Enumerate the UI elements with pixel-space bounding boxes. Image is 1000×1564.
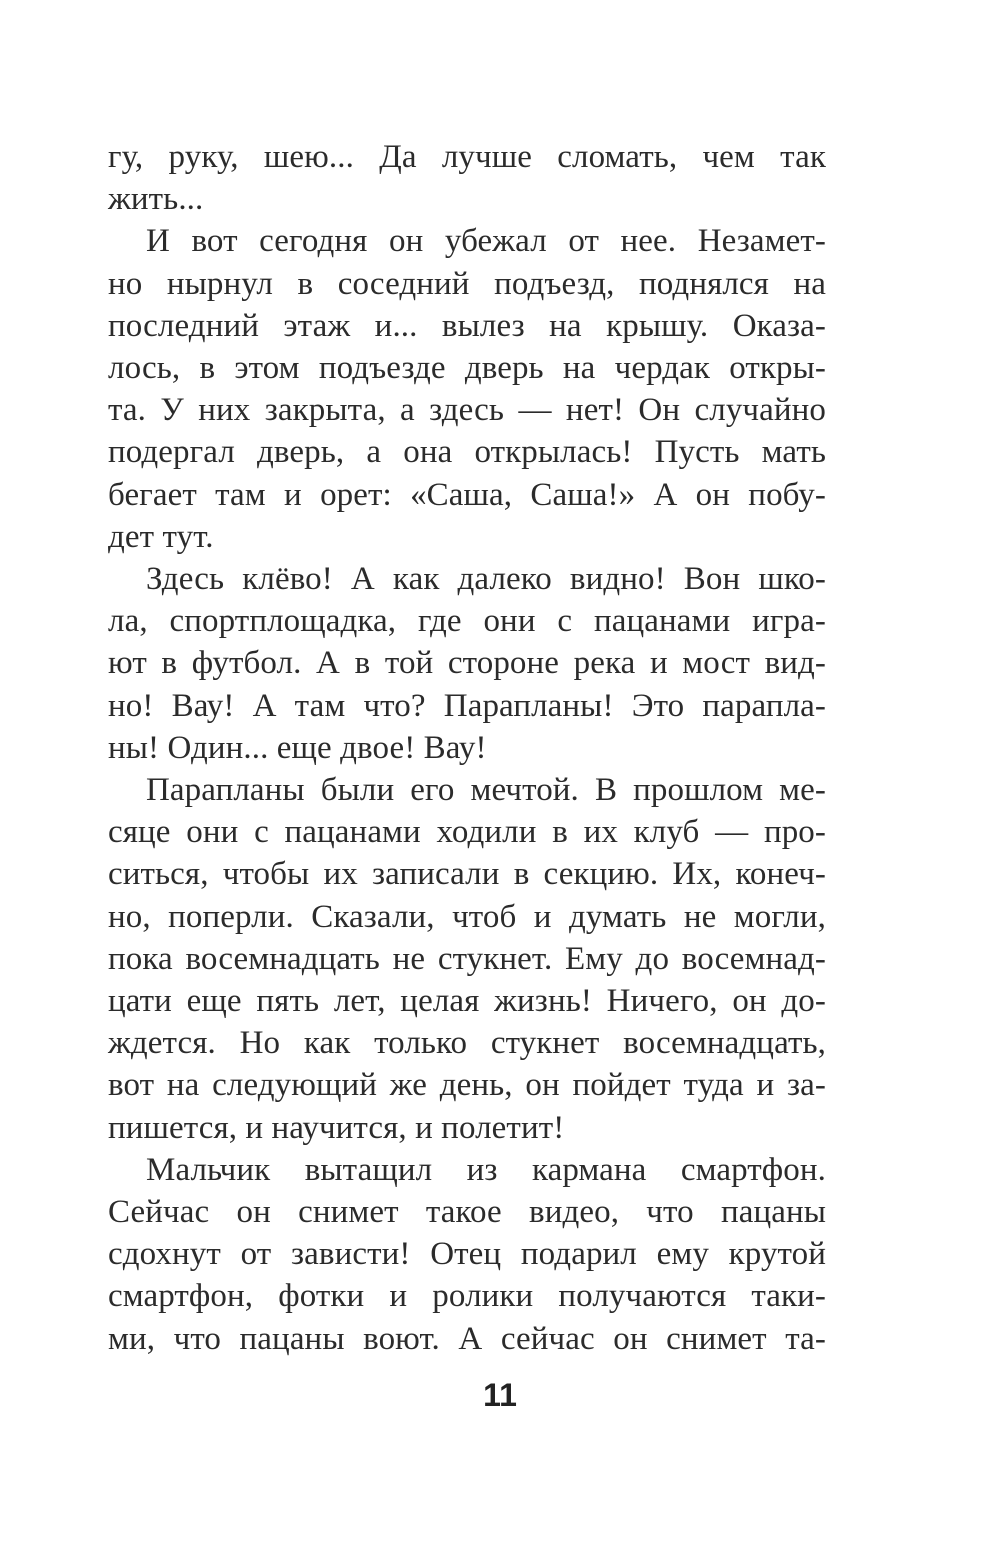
text-line: но, поперли. Сказали, чтоб и думать не могли, <box>108 898 826 935</box>
text-line: жить... <box>108 181 204 218</box>
text-line: ны! Один... еще двое! Вау! <box>108 729 487 766</box>
text-line: смартфон, фотки и ролики получаются таки- <box>108 1278 826 1315</box>
text-line: ждется. Но как только стукнет восемнадцать, <box>108 1025 826 1062</box>
text-line: гу, руку, шею... Да лучше сломать, чем так <box>108 139 826 175</box>
text-line: сдохнут от зависти! Отец подарил ему крутой <box>108 1236 826 1273</box>
text-line: вот на следующий же день, он пойдет туда и за- <box>108 1067 826 1104</box>
text-line: ла, спортплощадка, где они с пацанами игра- <box>108 603 826 640</box>
text-line: бегает там и орет: «Саша, Саша!» А он побу- <box>108 476 826 513</box>
text-line: Сейчас он снимет такое видео, что пацаны <box>108 1194 826 1231</box>
text-line: последний этаж и... вылез на крышу. Оказа- <box>108 307 826 344</box>
text-line: Парапланы были его мечтой. В прошлом ме- <box>146 772 826 809</box>
page-number: 11 <box>483 1377 517 1413</box>
text-line: ситься, чтобы их записали в секцию. Их, конеч- <box>108 856 826 893</box>
text-line: подергал дверь, а она открылась! Пусть мать <box>108 434 826 471</box>
text-line: Мальчик вытащил из кармана смартфон. <box>146 1151 826 1188</box>
text-line: пока восемнадцать не стукнет. Ему до восемнад- <box>108 940 826 977</box>
text-line: та. У них закрыта, а здесь — нет! Он случайно <box>108 392 826 429</box>
text-line: ют в футбол. А в той стороне река и мост вид- <box>108 645 826 682</box>
text-line: но! Вау! А там что? Парапланы! Это парапла- <box>108 687 826 724</box>
text-line: ми, что пацаны воют. А сейчас он снимет та- <box>108 1320 826 1357</box>
text-line: лось, в этом подъезде дверь на чердак откры- <box>108 350 826 387</box>
text-line: пишется, и научится, и полетит! <box>108 1109 565 1146</box>
text-line: сяце они с пацанами ходили в их клуб — про- <box>108 814 826 851</box>
text-line: но нырнул в соседний подъезд, поднялся на <box>108 265 826 302</box>
text-line: дет тут. <box>108 518 214 555</box>
text-line: цати еще пять лет, целая жизнь! Ничего, он до- <box>108 983 826 1020</box>
text-line: И вот сегодня он убежал от нее. Незамет- <box>146 223 826 260</box>
body-text <box>108 136 826 1360</box>
text-line: Здесь клёво! А как далеко видно! Вон шко- <box>146 561 826 598</box>
